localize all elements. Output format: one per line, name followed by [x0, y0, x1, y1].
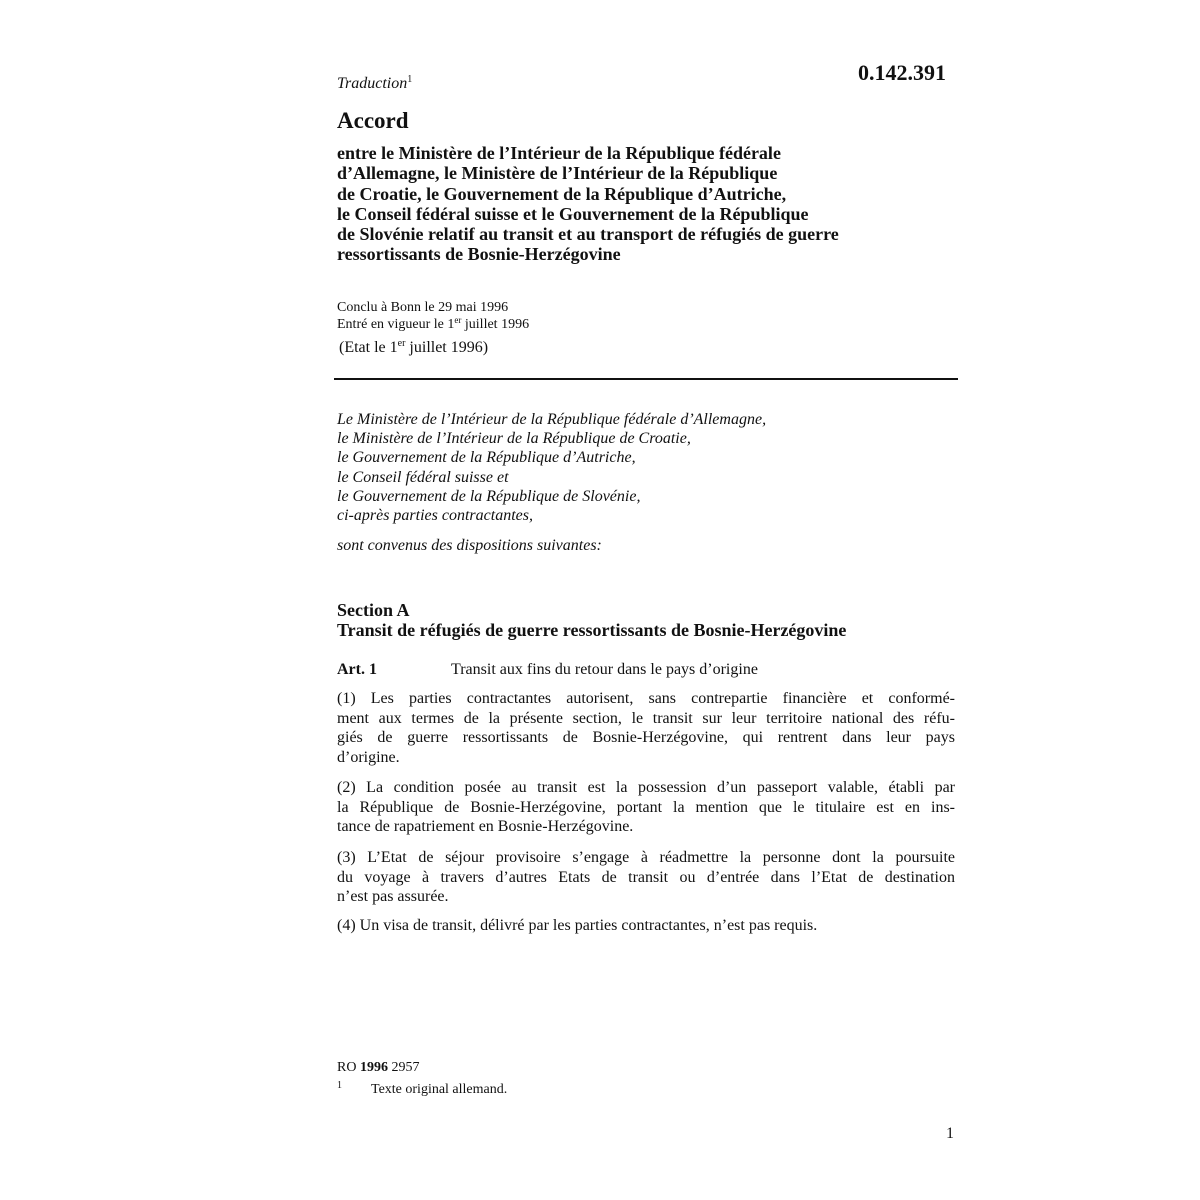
preamble-line: Le Ministère de l’Intérieur de la République fédérale d’Allemagne, [337, 411, 767, 428]
state-suffix: juillet 1996) [405, 339, 489, 356]
preamble [337, 410, 766, 525]
section-title: Transit de réfugiés de guerre ressortissants de Bosnie-Herzégovine [337, 620, 847, 640]
conclusion-dates [337, 299, 529, 333]
document-subtitle [337, 143, 957, 265]
paragraph-line: tance de rapatriement en Bosnie-Herzégovine. [337, 818, 634, 836]
preamble-line: le Gouvernement de la République de Slovénie, [337, 487, 641, 505]
page-number: 1 [946, 1125, 954, 1142]
subtitle-line: de Croatie, le Gouvernement de la République d’Autriche, [337, 183, 787, 204]
concluded-date: Conclu à Bonn le 29 mai 1996 [337, 300, 509, 315]
paragraph-line: giés de guerre ressortissants de Bosnie-Herzégovine, qui rentrent dans leur pays [337, 729, 955, 747]
article-paragraph-1 [337, 689, 955, 767]
preamble-line: le Ministère de l’Intérieur de la République de Croatie, [337, 430, 691, 448]
in-force-prefix: Entré en vigueur le 1 [337, 317, 455, 332]
section-heading [337, 600, 846, 640]
header-divider [334, 378, 958, 380]
in-force-sup: er [454, 315, 462, 325]
document-title: Accord [337, 108, 409, 133]
document-number: 0.142.391 [858, 60, 946, 85]
state-prefix: (Etat le 1 [339, 339, 398, 356]
footnote-mark: 1 [337, 1080, 342, 1091]
official-compilation-reference [337, 1060, 419, 1076]
paragraph-line: (2) La condition posée au transit est la possession d’un passeport valable, établi par [337, 779, 955, 796]
footnote [337, 1080, 507, 1098]
article-paragraph-4 [337, 916, 955, 936]
state-sup: er [397, 338, 406, 349]
subtitle-line: entre le Ministère de l’Intérieur de la République fédérale [337, 143, 781, 163]
preamble-line: le Conseil fédéral suisse et [337, 468, 509, 486]
paragraph-line: la République de Bosnie-Herzégovine, portant la mention que le titulaire est en ins- [337, 798, 955, 816]
article-label: Art. 1 [337, 661, 377, 678]
article-paragraph-2 [337, 778, 955, 837]
paragraph-line: ment aux termes de la présente section, le transit sur leur territoire national des réfu- [337, 709, 955, 727]
subtitle-line: de Slovénie relatif au transit et au transport de réfugiés de guerre [337, 224, 839, 245]
translation-text: Traduction [337, 75, 408, 92]
footnote-ref-link[interactable]: 1 [407, 74, 413, 85]
paragraph-line: n’est pas assurée. [337, 888, 449, 906]
section-label: Section A [337, 600, 410, 620]
preamble-conclusion: sont convenus des dispositions suivantes: [337, 537, 602, 554]
paragraph-line: du voyage à travers d’autres Etats de transit ou d’entrée dans l’Etat de destination [337, 868, 955, 886]
state-date [339, 339, 488, 357]
subtitle-line: ressortissants de Bosnie-Herzégovine [337, 244, 621, 265]
in-force-suffix: juillet 1996 [461, 317, 530, 332]
ro-prefix: RO [337, 1060, 360, 1075]
in-force-date [337, 316, 529, 333]
paragraph-line: (1) Les parties contractantes autorisent, sans contrepartie financière et conformé- [337, 690, 955, 707]
subtitle-line: d’Allemagne, le Ministère de l’Intérieur de la République [337, 163, 778, 184]
preamble-line: le Gouvernement de la République d’Autriche, [337, 449, 636, 467]
ro-year: 1996 [359, 1060, 388, 1075]
paragraph-line: (3) L’Etat de séjour provisoire s’engage à réadmettre la personne dont la poursuite [337, 849, 955, 866]
footnote-text: Texte original allemand. [371, 1082, 508, 1097]
preamble-line: ci-après parties contractantes, [337, 507, 533, 525]
subtitle-line: le Conseil fédéral suisse et le Gouvernement de la République [337, 203, 809, 224]
ro-page: 2957 [387, 1060, 420, 1075]
translation-label [337, 74, 412, 93]
paragraph-line: (4) Un visa de transit, délivré par les parties contractantes, n’est pas requis. [337, 917, 818, 934]
article-paragraph-3 [337, 848, 955, 907]
article-title: Transit aux fins du retour dans le pays d’origine [451, 661, 758, 678]
paragraph-line: d’origine. [337, 748, 400, 766]
